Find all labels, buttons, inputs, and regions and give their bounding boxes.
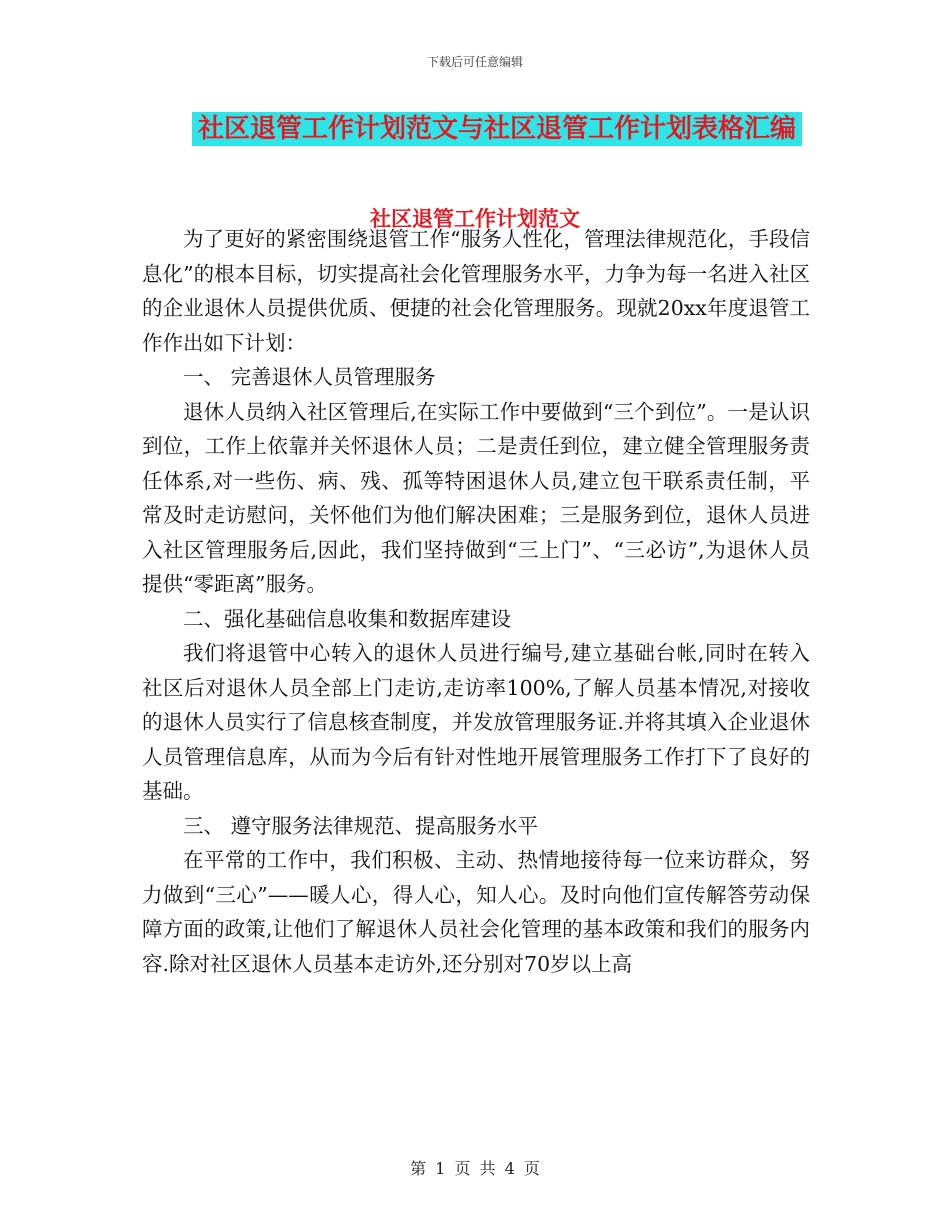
heading-section-1: 一、 完善退休人员管理服务 bbox=[183, 365, 436, 389]
paragraph-section-1: 退休人员纳入社区管理后,在实际工作中要做到“三个到位”。一是认识到位，工作上依靠并关怀退休人员；二是责任到位，建立健全管理服务责任体系,对一些伤、病、残、孤等特困退休人员,建立包干联系责任制，平常及时走访慰问，关怀他们为他们解决困难；三是服务到位，退休人员进入社区管理服务后,因此，我们坚持做到“三上门”、“三必访”,为退休人员提供“零距离”服务。 bbox=[142, 399, 810, 596]
paragraph-section-2: 我们将退管中心转入的退休人员进行编号,建立基础台帐,同时在转入社区后对退休人员全部上门走访,走访率100%,了解人员基本情况,对接收的退休人员实行了信息核查制度，并发放管理服务证.并将其填入企业退休人员管理信息库，从而为今后有针对性地开展管理服务工作打下了良好的基础。 bbox=[142, 641, 810, 803]
document-body bbox=[142, 222, 810, 981]
page-number-footer: 第 1 页 共 4 页 bbox=[410, 1159, 540, 1178]
section-title: 社区退管工作计划范文 bbox=[370, 207, 580, 231]
heading-section-2: 二、强化基础信息收集和数据库建设 bbox=[183, 606, 511, 631]
paragraph-section-3: 在平常的工作中，我们积极、主动、热情地接待每一位来访群众，努力做到“三心”——暖人心，得人心，知人心。及时向他们宣传解答劳动保障方面的政策,让他们了解退休人员社会化管理的基本政策和我们的服务内容.除对社区退休人员基本走访外,还分别对70岁以上高 bbox=[142, 848, 810, 976]
document-main-title: 社区退管工作计划范文与社区退管工作计划表格汇编 bbox=[192, 112, 802, 146]
header-note: 下载后可任意编辑 bbox=[426, 55, 523, 69]
paragraph-intro: 为了更好的紧密围绕退管工作“服务人性化，管理法律规范化，手段信息化”的根本目标，切实提高社会化管理服务水平，力争为每一名进入社区的企业退休人员提供优质、便捷的社会化管理服务。现就20xx年度退管工作作出如下计划： bbox=[142, 227, 810, 355]
heading-section-3: 三、 遵守服务法律规范、提高服务水平 bbox=[183, 813, 539, 838]
